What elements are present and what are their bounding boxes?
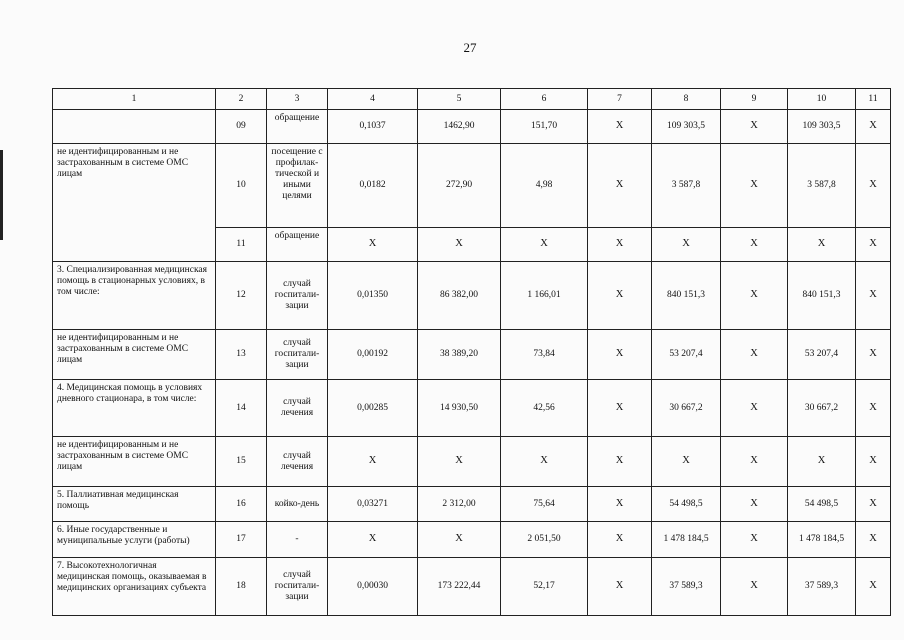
column-header: 6 [501, 89, 588, 110]
cell: 53 207,4 [652, 330, 721, 380]
cell: 73,84 [501, 330, 588, 380]
cell: 0,00030 [328, 558, 418, 616]
column-header: 7 [588, 89, 652, 110]
cell: 30 667,2 [652, 380, 721, 437]
cell: 840 151,3 [788, 262, 856, 330]
row-unit: посещение с профилак-тической и иными целями [267, 144, 328, 228]
cell: 75,64 [501, 487, 588, 522]
row-name: 6. Иные государственные и муниципальные услуги (работы) [53, 522, 216, 558]
cell: Х [328, 522, 418, 558]
cell: 52,17 [501, 558, 588, 616]
row-name: 4. Медицинская помощь в условиях дневного стационара, в том числе: [53, 380, 216, 437]
cell: Х [328, 228, 418, 262]
row-name: не идентифицированным и не застрахованным в системе ОМС лицам [53, 144, 216, 262]
cell: 37 589,3 [652, 558, 721, 616]
cell: Х [721, 110, 788, 144]
cell: 14 930,50 [418, 380, 501, 437]
column-header: 1 [53, 89, 216, 110]
cell: Х [856, 487, 891, 522]
cell: Х [856, 380, 891, 437]
cell: 0,0182 [328, 144, 418, 228]
cell: Х [588, 437, 652, 487]
row-unit: койко-день [267, 487, 328, 522]
column-header: 3 [267, 89, 328, 110]
row-unit: случай лечения [267, 437, 328, 487]
cell: Х [856, 558, 891, 616]
cell: 1 478 184,5 [788, 522, 856, 558]
row-number: 17 [216, 522, 267, 558]
column-header: 2 [216, 89, 267, 110]
row-unit: случай госпитали-зации [267, 262, 328, 330]
cell: Х [788, 437, 856, 487]
row-unit: обращение [267, 110, 328, 144]
table-row [53, 558, 891, 616]
cell: Х [721, 487, 788, 522]
cell: 42,56 [501, 380, 588, 437]
cell: Х [856, 262, 891, 330]
table-row [53, 330, 891, 380]
row-name [53, 110, 216, 144]
cell: 38 389,20 [418, 330, 501, 380]
table-row [53, 144, 891, 228]
row-number: 18 [216, 558, 267, 616]
row-unit: обращение [267, 228, 328, 262]
row-number: 09 [216, 110, 267, 144]
cell: Х [721, 144, 788, 228]
cell: 3 587,8 [788, 144, 856, 228]
cell: Х [856, 144, 891, 228]
cell: 272,90 [418, 144, 501, 228]
table-row [53, 262, 891, 330]
table-row [53, 522, 891, 558]
row-name: 5. Паллиативная медицинская помощь [53, 487, 216, 522]
row-name: не идентифицированным и не застрахованным в системе ОМС лицам [53, 437, 216, 487]
column-header: 9 [721, 89, 788, 110]
cell: Х [721, 330, 788, 380]
cell: Х [588, 330, 652, 380]
cell: Х [588, 380, 652, 437]
row-number: 13 [216, 330, 267, 380]
cell: Х [721, 228, 788, 262]
page-number: 27 [463, 40, 477, 55]
cell: Х [721, 558, 788, 616]
row-name: 3. Специализированная медицинская помощь в стационарных условиях, в том числе: [53, 262, 216, 330]
cell: 37 589,3 [788, 558, 856, 616]
cell: Х [588, 522, 652, 558]
cell: 151,70 [501, 110, 588, 144]
cell: Х [418, 228, 501, 262]
row-unit: случай госпитали-зации [267, 558, 328, 616]
cell: 0,01350 [328, 262, 418, 330]
cell: 1 166,01 [501, 262, 588, 330]
cell: Х [652, 228, 721, 262]
cell: Х [501, 437, 588, 487]
cell: 840 151,3 [652, 262, 721, 330]
cell: 1462,90 [418, 110, 501, 144]
cell: 86 382,00 [418, 262, 501, 330]
table-row [53, 487, 891, 522]
cell: 54 498,5 [652, 487, 721, 522]
cell: Х [721, 437, 788, 487]
cell: Х [588, 144, 652, 228]
cell: Х [721, 380, 788, 437]
row-number: 10 [216, 144, 267, 228]
column-header: 5 [418, 89, 501, 110]
cell: Х [588, 262, 652, 330]
cell: 0,00192 [328, 330, 418, 380]
row-number: 15 [216, 437, 267, 487]
column-header: 4 [328, 89, 418, 110]
cell: Х [856, 110, 891, 144]
cell: Х [588, 228, 652, 262]
cell: 173 222,44 [418, 558, 501, 616]
cell: Х [721, 522, 788, 558]
cell: Х [418, 437, 501, 487]
cell: Х [721, 262, 788, 330]
row-name: не идентифицированным и не застрахованным в системе ОМС лицам [53, 330, 216, 380]
cell: Х [501, 228, 588, 262]
scan-edge-mark [0, 150, 3, 240]
column-header: 8 [652, 89, 721, 110]
cell: 3 587,8 [652, 144, 721, 228]
column-header: 10 [788, 89, 856, 110]
row-unit: - [267, 522, 328, 558]
column-header: 11 [856, 89, 891, 110]
cell: 109 303,5 [788, 110, 856, 144]
table-row [53, 380, 891, 437]
cell: 2 051,50 [501, 522, 588, 558]
cell: 30 667,2 [788, 380, 856, 437]
row-unit: случай госпитали-зации [267, 330, 328, 380]
tariff-table [52, 88, 891, 616]
row-unit: случай лечения [267, 380, 328, 437]
cell: Х [588, 487, 652, 522]
cell: Х [856, 228, 891, 262]
cell: Х [588, 110, 652, 144]
cell: 0,00285 [328, 380, 418, 437]
cell: Х [856, 330, 891, 380]
cell: 0,03271 [328, 487, 418, 522]
cell: 54 498,5 [788, 487, 856, 522]
table-row [53, 110, 891, 144]
row-name: 7. Высокотехнологичная медицинская помощь, оказываемая в медицинских организациях субъекта [53, 558, 216, 616]
row-number: 14 [216, 380, 267, 437]
cell: Х [856, 437, 891, 487]
table-header-row [53, 89, 891, 110]
cell: 2 312,00 [418, 487, 501, 522]
cell: Х [788, 228, 856, 262]
cell: Х [418, 522, 501, 558]
cell: Х [856, 522, 891, 558]
cell: Х [588, 558, 652, 616]
cell: 53 207,4 [788, 330, 856, 380]
cell: 4,98 [501, 144, 588, 228]
row-number: 16 [216, 487, 267, 522]
cell: 109 303,5 [652, 110, 721, 144]
row-number: 12 [216, 262, 267, 330]
table-row [53, 437, 891, 487]
cell: Х [328, 437, 418, 487]
cell: Х [652, 437, 721, 487]
cell: 0,1037 [328, 110, 418, 144]
cell: 1 478 184,5 [652, 522, 721, 558]
row-number: 11 [216, 228, 267, 262]
